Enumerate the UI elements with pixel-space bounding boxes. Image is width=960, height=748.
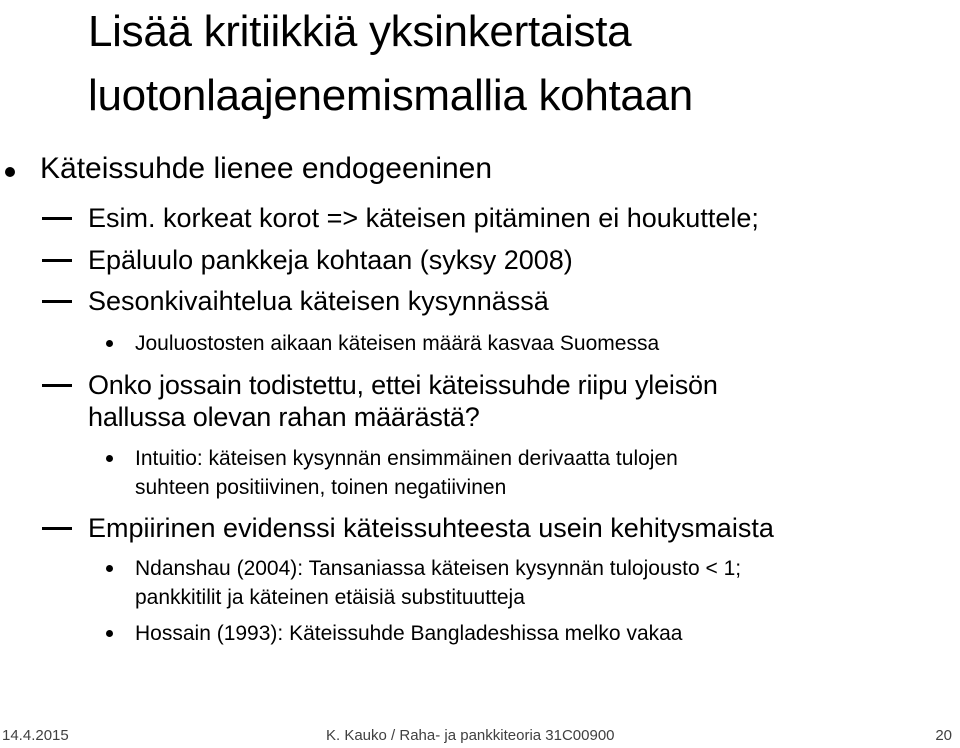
- bullet-text: Epäluulo pankkeja kohtaan (syksy 2008): [88, 245, 573, 275]
- bullet-text-line-1: Onko jossain todistettu, ettei käteissuhde riipu yleisön: [88, 370, 718, 400]
- dash-bullet: [42, 527, 72, 530]
- bullet-text: Käteissuhde lienee endogeeninen: [40, 152, 493, 185]
- bullet-level3: [135, 619, 683, 648]
- slide-title-line-2: luotonlaajenemismallia kohtaan: [88, 71, 693, 120]
- bullet-text-line-2: pankkitilit ja käteinen etäisiä substituutteja: [135, 586, 525, 609]
- footer-page-number: 20: [935, 727, 952, 744]
- bullet-text-line-2: hallussa olevan rahan määrästä?: [88, 402, 480, 432]
- bullet-dot: [106, 340, 113, 347]
- bullet-text-line-1: Ndanshau (2004): Tansaniassa käteisen kysynnän tulojousto < 1;: [135, 557, 742, 580]
- bullet-text: Esim. korkeat korot => käteisen pitäminen ei houkuttele;: [88, 203, 759, 233]
- dash-bullet: [42, 384, 72, 387]
- bullet-level1: [40, 152, 492, 186]
- footer-author-course: K. Kauko / Raha- ja pankkiteoria 31C00900: [326, 727, 615, 744]
- bullet-dot: [5, 167, 15, 177]
- bullet-level2: [88, 202, 759, 234]
- bullet-level3: [135, 329, 659, 358]
- bullet-text: Empiirinen evidenssi käteissuhteesta usein kehitysmaista: [88, 513, 774, 543]
- bullet-text: Sesonkivaihtelua käteisen kysynnässä: [88, 286, 549, 316]
- bullet-text: Jouluostosten aikaan käteisen määrä kasvaa Suomessa: [135, 332, 660, 355]
- bullet-dot: [106, 630, 113, 637]
- bullet-text-line-2: suhteen positiivinen, toinen negatiivinen: [135, 476, 507, 499]
- bullet-text: Hossain (1993): Käteissuhde Bangladeshissa melko vakaa: [135, 622, 683, 645]
- bullet-level2: [88, 512, 774, 544]
- bullet-dot: [106, 565, 113, 572]
- dash-bullet: [42, 217, 72, 220]
- dash-bullet: [42, 300, 72, 303]
- bullet-level3: [135, 444, 678, 502]
- slide-title: [88, 0, 948, 128]
- bullet-level2: [88, 369, 718, 433]
- bullet-dot: [106, 455, 113, 462]
- bullet-text-line-1: Intuitio: käteisen kysynnän ensimmäinen derivaatta tulojen: [135, 447, 678, 470]
- footer-date: 14.4.2015: [2, 727, 69, 744]
- bullet-level2: [88, 285, 549, 317]
- bullet-level3: [135, 554, 741, 612]
- dash-bullet: [42, 259, 72, 262]
- slide-title-line-1: Lisää kritiikkiä yksinkertaista: [88, 7, 632, 56]
- bullet-level2: [88, 244, 573, 276]
